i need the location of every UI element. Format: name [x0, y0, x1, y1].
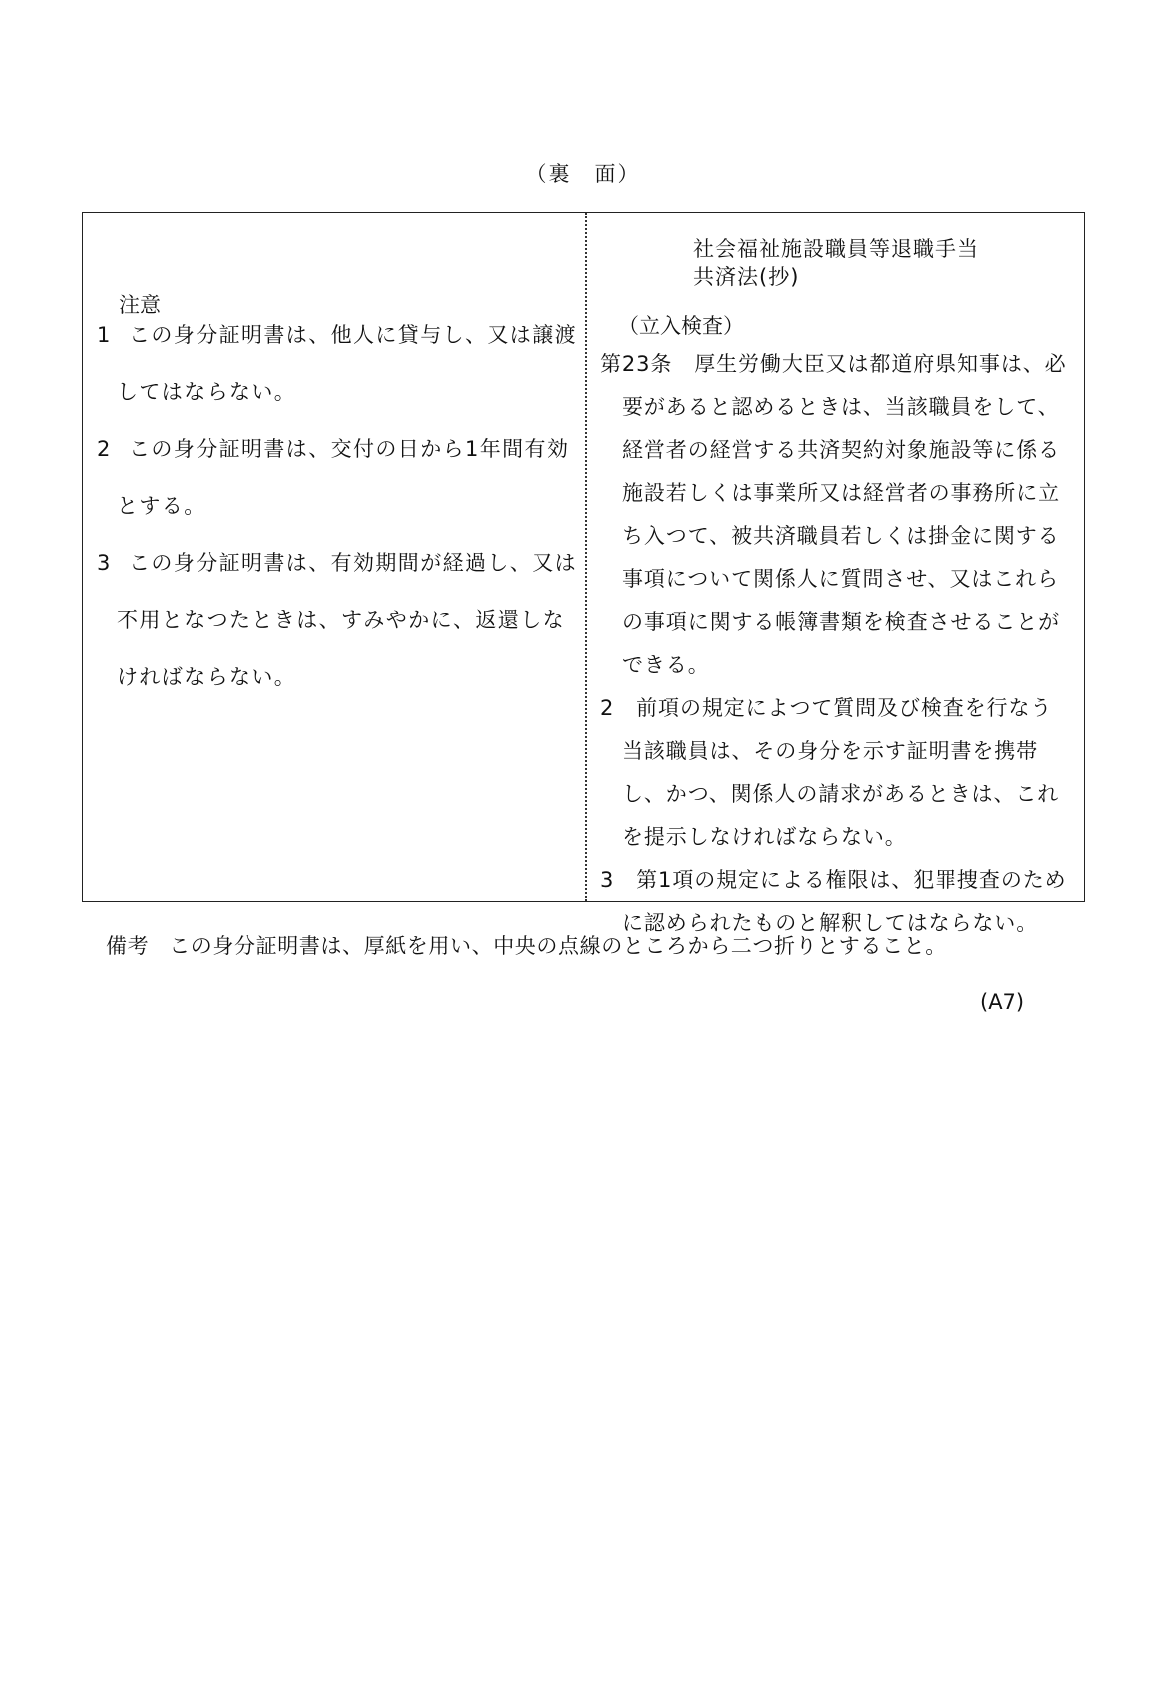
- caution-item-text: この身分証明書は、交付の日から1年間有効とする。: [117, 437, 570, 518]
- caution-item-3: [97, 535, 577, 706]
- caution-item-1: [97, 307, 577, 421]
- paper-size-code: (A7): [980, 990, 1025, 1014]
- caution-item-number: 2: [97, 437, 111, 461]
- caution-item-text: この身分証明書は、他人に貸与し、又は譲渡してはならない。: [117, 323, 577, 404]
- article-23-main-clause: [600, 343, 1070, 687]
- law-title-line-1: 社会福祉施設職員等退職手当: [693, 237, 979, 261]
- remarks: [106, 930, 947, 960]
- caution-item-2: [97, 421, 577, 535]
- caution-heading: 注意: [119, 293, 161, 317]
- article-number: 第23条: [600, 352, 673, 376]
- section-heading: （立入検査）: [618, 314, 744, 338]
- law-title-line-2: 共済法(抄): [693, 265, 800, 289]
- article-23: [600, 343, 1070, 945]
- id-card-back-form: [82, 212, 1085, 935]
- caution-item-number: 1: [97, 323, 111, 347]
- article-23-clause-3: 3 第1項の規定による権限は、犯罪捜査のために認められたものと解釈してはならない。: [600, 868, 1067, 935]
- remarks-label: 備考: [106, 934, 150, 958]
- article-23-clause-2: 2 前項の規定によつて質問及び検査を行なう当該職員は、その身分を示す証明書を携帯し、かつ、関係人の請求があるときは、これを提示しなければならない。: [600, 696, 1060, 849]
- caution-item-text: この身分証明書は、有効期間が経過し、又は不用となつたときは、すみやかに、返還しなければならない。: [117, 551, 577, 689]
- page-heading: （裏 面）: [525, 162, 641, 186]
- remarks-text: この身分証明書は、厚紙を用い、中央の点線のところから二つ折りとすること。: [169, 934, 947, 958]
- law-excerpt-column: [588, 213, 1083, 935]
- caution-item-number: 3: [97, 551, 111, 575]
- article-text: 厚生労働大臣又は都道府県知事は、必要があると認めるときは、当該職員をして、経営者の経営する共済契約対象施設等に係る施設若しくは事業所又は経営者の事務所に立ち入つて、被共済職員若しくは掛金に関する事項について関係人に質問させ、又はこれらの事項に関する帳簿書類を検査させることができる。: [622, 352, 1067, 677]
- caution-column: [83, 213, 583, 901]
- law-title: [693, 235, 979, 291]
- fold-dotted-line: [585, 213, 587, 901]
